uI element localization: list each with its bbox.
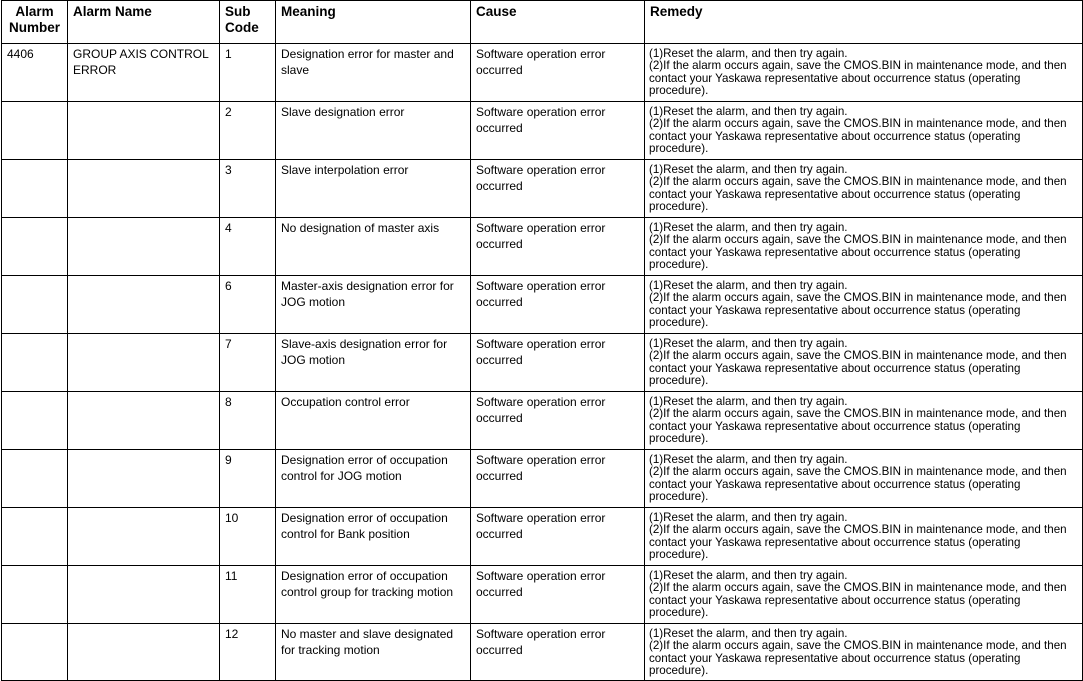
remedy-step-2: (2)If the alarm occurs again, save the CMOS.BIN in maintenance mode, and then contact your Yaskawa representative about occurrence status (operating procedure). bbox=[649, 639, 1067, 677]
header-meaning: Meaning bbox=[276, 1, 471, 44]
table-row bbox=[2, 392, 1083, 450]
remedy-cell bbox=[645, 566, 1083, 624]
table-row bbox=[2, 44, 1083, 102]
sub-code-cell: 9 bbox=[220, 450, 276, 508]
alarm-number-cell bbox=[2, 160, 68, 218]
table-row bbox=[2, 218, 1083, 276]
meaning-cell: No designation of master axis bbox=[276, 218, 471, 276]
remedy-step-1: (1)Reset the alarm, and then try again. bbox=[649, 511, 848, 524]
remedy-step-2: (2)If the alarm occurs again, save the CMOS.BIN in maintenance mode, and then contact your Yaskawa representative about occurrence status (operating procedure). bbox=[649, 349, 1067, 387]
remedy-cell bbox=[645, 624, 1083, 681]
remedy-step-2: (2)If the alarm occurs again, save the CMOS.BIN in maintenance mode, and then contact your Yaskawa representative about occurrence status (operating procedure). bbox=[649, 523, 1067, 561]
remedy-step-1: (1)Reset the alarm, and then try again. bbox=[649, 105, 848, 118]
header-remedy: Remedy bbox=[645, 1, 1083, 44]
sub-code-cell: 1 bbox=[220, 44, 276, 102]
table-row bbox=[2, 160, 1083, 218]
alarm-name-cell bbox=[68, 624, 220, 681]
cause-cell: Software operation error occurred bbox=[471, 450, 645, 508]
remedy-step-1: (1)Reset the alarm, and then try again. bbox=[649, 395, 848, 408]
remedy-step-2: (2)If the alarm occurs again, save the CMOS.BIN in maintenance mode, and then contact your Yaskawa representative about occurrence status (operating procedure). bbox=[649, 465, 1067, 503]
sub-code-cell: 7 bbox=[220, 334, 276, 392]
alarm-name-cell bbox=[68, 218, 220, 276]
alarm-name-cell bbox=[68, 392, 220, 450]
alarm-name-cell: GROUP AXIS CONTROL ERROR bbox=[68, 44, 220, 102]
remedy-step-2: (2)If the alarm occurs again, save the CMOS.BIN in maintenance mode, and then contact your Yaskawa representative about occurrence status (operating procedure). bbox=[649, 59, 1067, 97]
remedy-step-1: (1)Reset the alarm, and then try again. bbox=[649, 279, 848, 292]
cause-cell: Software operation error occurred bbox=[471, 624, 645, 681]
sub-code-cell: 6 bbox=[220, 276, 276, 334]
remedy-step-2: (2)If the alarm occurs again, save the CMOS.BIN in maintenance mode, and then contact your Yaskawa representative about occurrence status (operating procedure). bbox=[649, 581, 1067, 619]
cause-cell: Software operation error occurred bbox=[471, 218, 645, 276]
alarm-name-cell bbox=[68, 276, 220, 334]
alarm-number-cell: 4406 bbox=[2, 44, 68, 102]
alarm-name-cell bbox=[68, 160, 220, 218]
table-row bbox=[2, 102, 1083, 160]
table-row bbox=[2, 566, 1083, 624]
alarm-name-cell bbox=[68, 334, 220, 392]
meaning-cell: Occupation control error bbox=[276, 392, 471, 450]
remedy-step-1: (1)Reset the alarm, and then try again. bbox=[649, 337, 848, 350]
remedy-step-1: (1)Reset the alarm, and then try again. bbox=[649, 163, 848, 176]
cause-cell: Software operation error occurred bbox=[471, 508, 645, 566]
alarm-number-cell bbox=[2, 624, 68, 681]
remedy-step-2: (2)If the alarm occurs again, save the CMOS.BIN in maintenance mode, and then contact your Yaskawa representative about occurrence status (operating procedure). bbox=[649, 407, 1067, 445]
remedy-cell bbox=[645, 450, 1083, 508]
alarm-number-cell bbox=[2, 218, 68, 276]
remedy-step-1: (1)Reset the alarm, and then try again. bbox=[649, 47, 848, 60]
remedy-step-1: (1)Reset the alarm, and then try again. bbox=[649, 453, 848, 466]
remedy-cell bbox=[645, 334, 1083, 392]
header-row bbox=[2, 1, 1083, 44]
alarm-number-cell bbox=[2, 102, 68, 160]
meaning-cell: No master and slave designated for tracking motion bbox=[276, 624, 471, 681]
remedy-cell bbox=[645, 218, 1083, 276]
table-header bbox=[2, 1, 1083, 44]
remedy-step-2: (2)If the alarm occurs again, save the CMOS.BIN in maintenance mode, and then contact your Yaskawa representative about occurrence status (operating procedure). bbox=[649, 175, 1067, 213]
alarm-number-cell bbox=[2, 334, 68, 392]
alarm-number-cell bbox=[2, 508, 68, 566]
alarm-name-cell bbox=[68, 102, 220, 160]
meaning-cell: Designation error of occupation control for JOG motion bbox=[276, 450, 471, 508]
table-body bbox=[2, 44, 1083, 681]
cause-cell: Software operation error occurred bbox=[471, 44, 645, 102]
table-row bbox=[2, 450, 1083, 508]
alarm-table bbox=[1, 0, 1083, 681]
sub-code-cell: 4 bbox=[220, 218, 276, 276]
alarm-number-cell bbox=[2, 566, 68, 624]
remedy-step-2: (2)If the alarm occurs again, save the CMOS.BIN in maintenance mode, and then contact your Yaskawa representative about occurrence status (operating procedure). bbox=[649, 233, 1067, 271]
alarm-number-cell bbox=[2, 392, 68, 450]
table-row bbox=[2, 624, 1083, 681]
meaning-cell: Designation error of occupation control for Bank position bbox=[276, 508, 471, 566]
sub-code-cell: 8 bbox=[220, 392, 276, 450]
cause-cell: Software operation error occurred bbox=[471, 392, 645, 450]
header-alarm-number: Alarm Number bbox=[2, 1, 68, 44]
header-cause: Cause bbox=[471, 1, 645, 44]
header-sub-code: Sub Code bbox=[220, 1, 276, 44]
alarm-name-cell bbox=[68, 566, 220, 624]
table-row bbox=[2, 334, 1083, 392]
alarm-number-cell bbox=[2, 276, 68, 334]
meaning-cell: Slave interpolation error bbox=[276, 160, 471, 218]
remedy-cell bbox=[645, 508, 1083, 566]
remedy-step-1: (1)Reset the alarm, and then try again. bbox=[649, 569, 848, 582]
sub-code-cell: 2 bbox=[220, 102, 276, 160]
sub-code-cell: 12 bbox=[220, 624, 276, 681]
cause-cell: Software operation error occurred bbox=[471, 102, 645, 160]
remedy-cell bbox=[645, 276, 1083, 334]
remedy-step-2: (2)If the alarm occurs again, save the CMOS.BIN in maintenance mode, and then contact your Yaskawa representative about occurrence status (operating procedure). bbox=[649, 291, 1067, 329]
table-row bbox=[2, 276, 1083, 334]
alarm-name-cell bbox=[68, 508, 220, 566]
remedy-cell bbox=[645, 392, 1083, 450]
cause-cell: Software operation error occurred bbox=[471, 334, 645, 392]
remedy-step-2: (2)If the alarm occurs again, save the CMOS.BIN in maintenance mode, and then contact your Yaskawa representative about occurrence status (operating procedure). bbox=[649, 117, 1067, 155]
cause-cell: Software operation error occurred bbox=[471, 160, 645, 218]
meaning-cell: Slave-axis designation error for JOG motion bbox=[276, 334, 471, 392]
remedy-cell bbox=[645, 102, 1083, 160]
sub-code-cell: 11 bbox=[220, 566, 276, 624]
meaning-cell: Master-axis designation error for JOG motion bbox=[276, 276, 471, 334]
remedy-step-1: (1)Reset the alarm, and then try again. bbox=[649, 221, 848, 234]
remedy-cell bbox=[645, 44, 1083, 102]
cause-cell: Software operation error occurred bbox=[471, 276, 645, 334]
alarm-name-cell bbox=[68, 450, 220, 508]
meaning-cell: Slave designation error bbox=[276, 102, 471, 160]
meaning-cell: Designation error of occupation control group for tracking motion bbox=[276, 566, 471, 624]
remedy-step-1: (1)Reset the alarm, and then try again. bbox=[649, 627, 848, 640]
sub-code-cell: 3 bbox=[220, 160, 276, 218]
alarm-number-cell bbox=[2, 450, 68, 508]
meaning-cell: Designation error for master and slave bbox=[276, 44, 471, 102]
remedy-cell bbox=[645, 160, 1083, 218]
cause-cell: Software operation error occurred bbox=[471, 566, 645, 624]
sub-code-cell: 10 bbox=[220, 508, 276, 566]
table-row bbox=[2, 508, 1083, 566]
header-alarm-name: Alarm Name bbox=[68, 1, 220, 44]
